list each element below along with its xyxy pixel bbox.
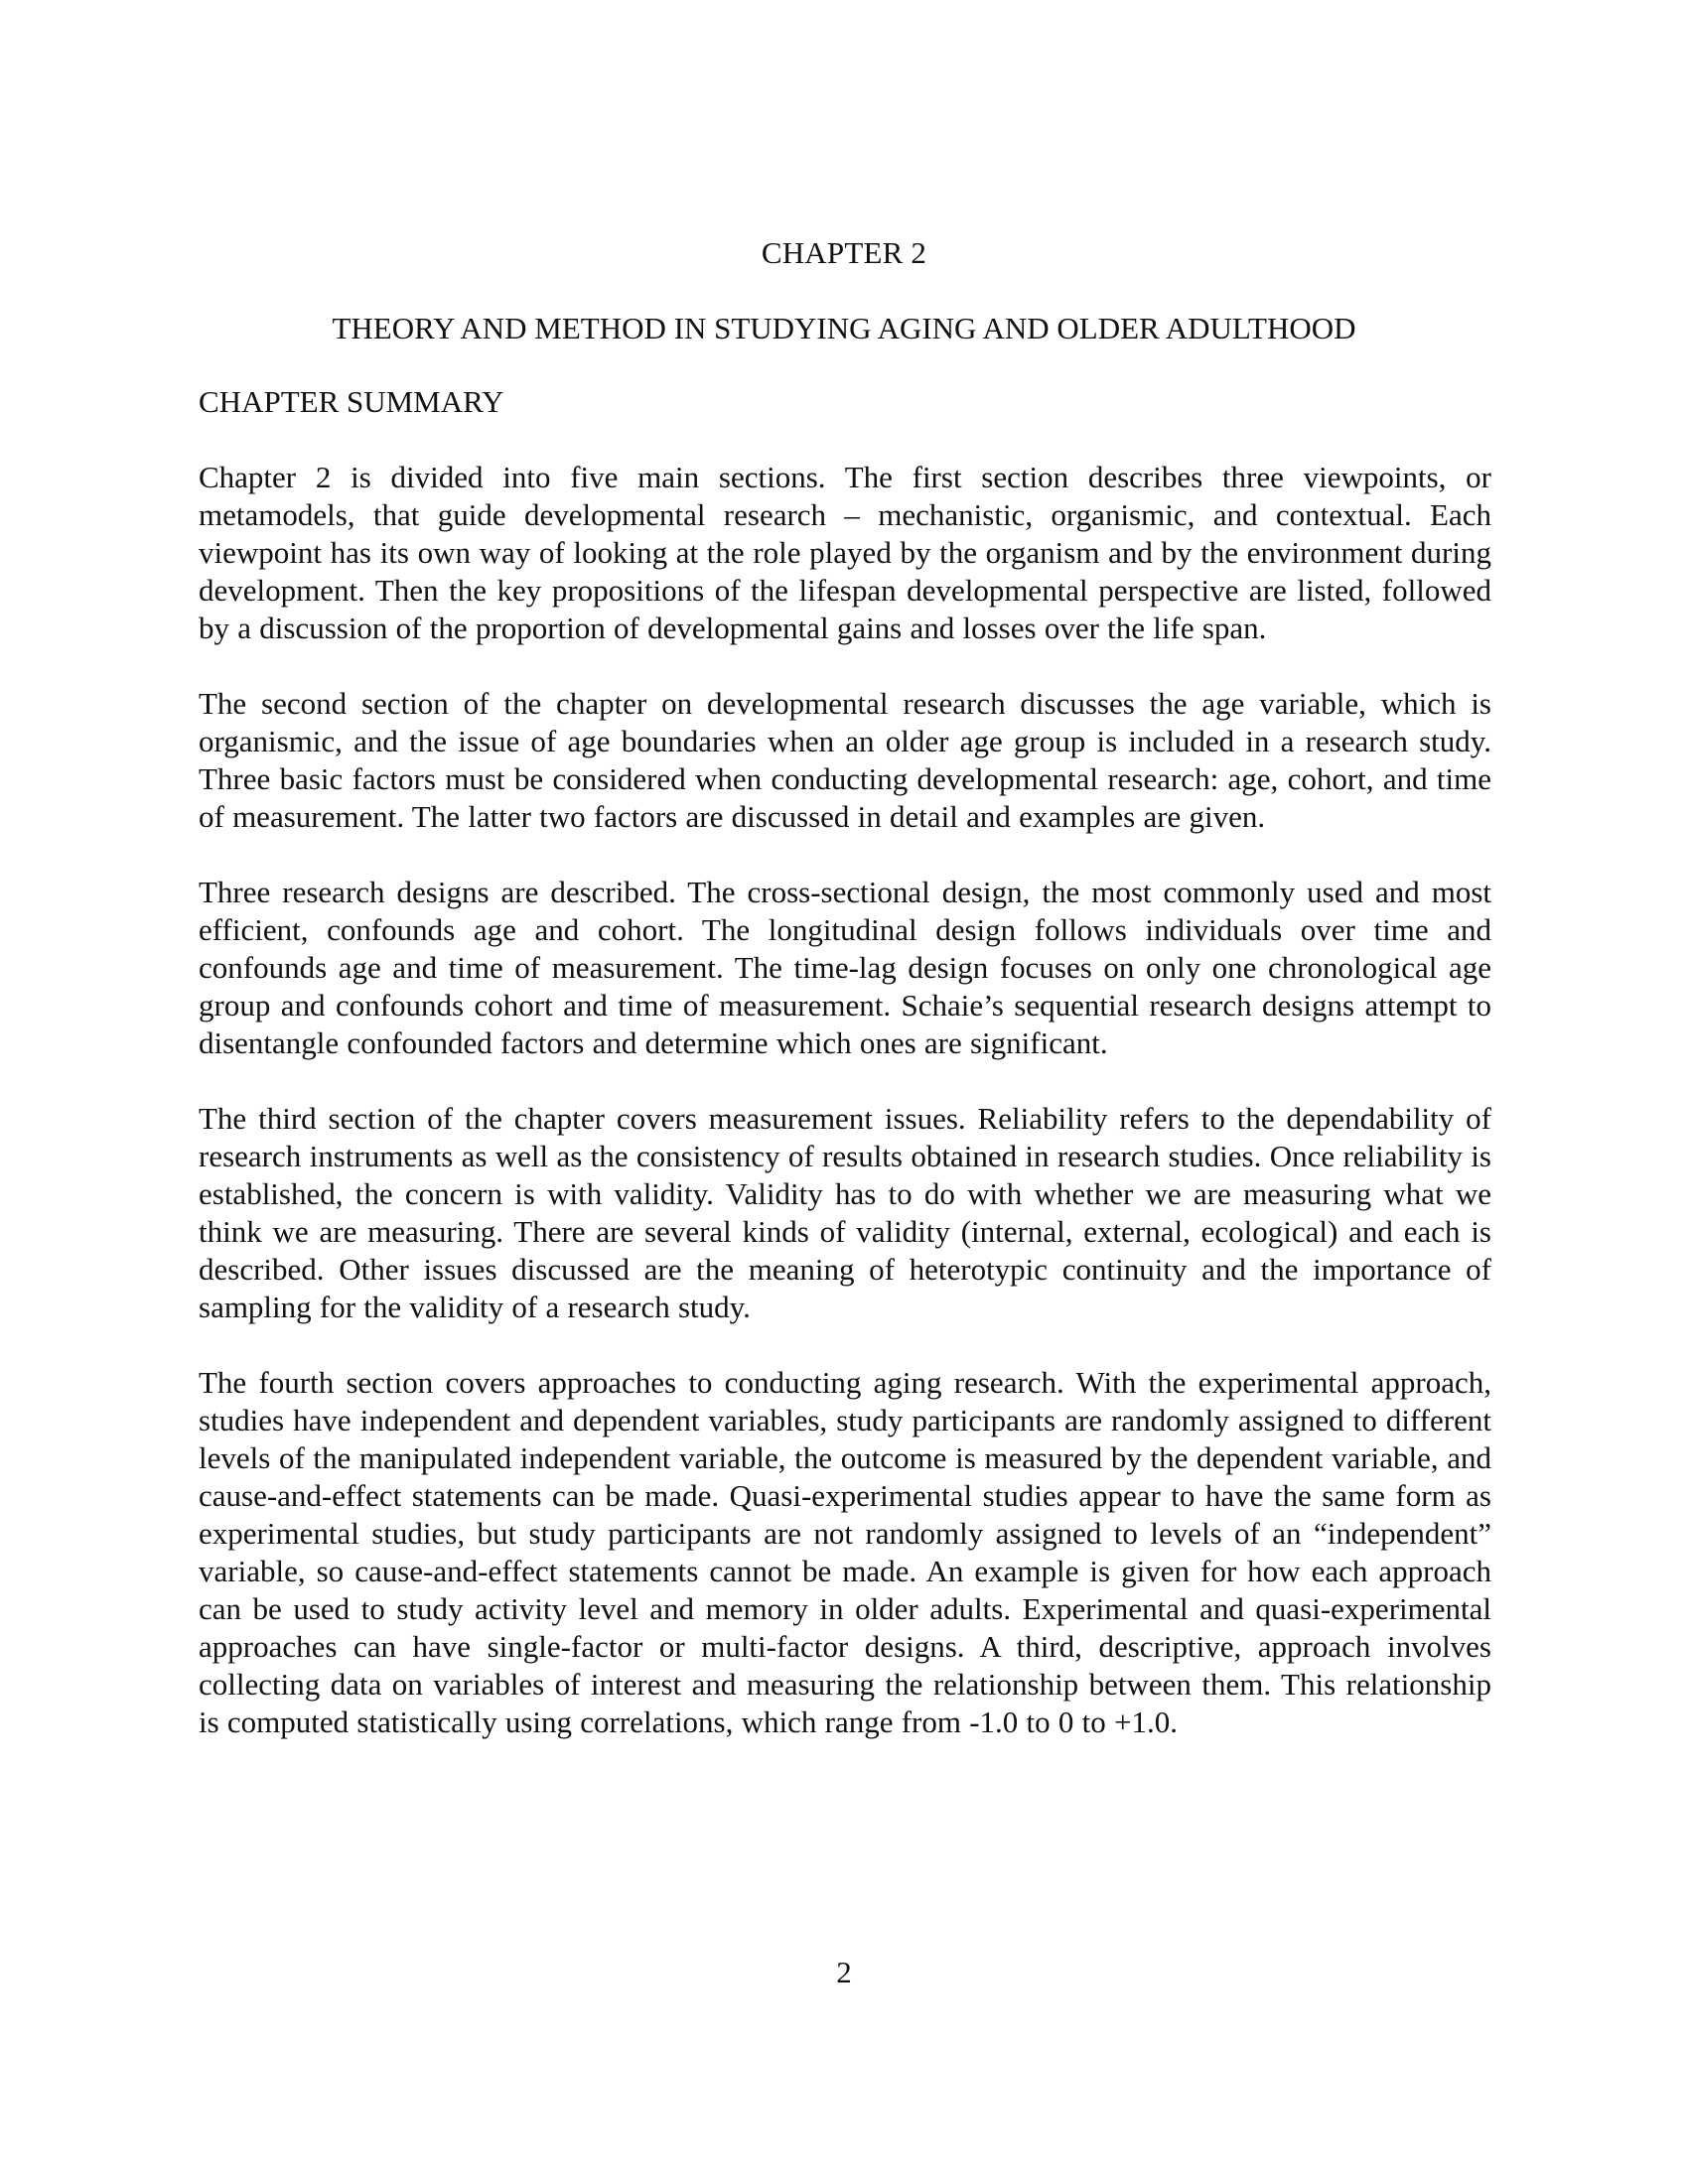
paragraph-research-designs: Three research designs are described. The cross-sectional design, the most commonly used and most efficient, confounds age and cohort. The longitudinal design follows individuals over time and confounds age and time of measurement. The time-lag design focuses on only one chronological age group and confounds cohort and time of measurement. Schaie’s sequential research designs attempt to disentangle confounded factors and determine which ones are significant. — [199, 875, 1491, 1060]
paragraph-measurement-issues: The third section of the chapter covers measurement issues. Reliability refers to the dependability of research instruments as well as the consistency of results obtained in research studies. Once reliability is established, the concern is with validity. Validity has to do with whether we are measuring what we think we are measuring. There are several kinds of validity (internal, external, ecological) and each is described. Other issues discussed are the meaning of heterotypic continuity and the importance of sampling for the validity of a research study. — [199, 1101, 1491, 1324]
chapter-title: THEORY AND METHOD IN STUDYING AGING AND OLDER ADULTHOOD — [332, 311, 1356, 345]
paragraph-overview: Chapter 2 is divided into five main sections. The first section describes three viewpoints, or metamodels, that guide developmental research – mechanistic, organismic, and contextual. Each viewpoint has its own way of looking at the role played by the organism and by the environment during development. Then the key propositions of the lifespan developmental perspective are listed, followed by a discussion of the proportion of developmental gains and losses over the life span. — [199, 460, 1491, 645]
chapter-label: CHAPTER 2 — [761, 235, 927, 270]
chapter-summary-body — [199, 459, 1491, 1779]
summary-heading: CHAPTER SUMMARY — [199, 384, 504, 419]
page-number: 2 — [836, 1955, 852, 1989]
paragraph-age-variable: The second section of the chapter on developmental research discusses the age variable, which is organismic, and the issue of age boundaries when an older age group is included in a research study. Three basic factors must be considered when conducting developmental research: age, cohort, and time of measurement. The latter two factors are discussed in detail and examples are given. — [199, 686, 1491, 834]
paragraph-research-approaches: The fourth section covers approaches to conducting aging research. With the experimental approach, studies have independent and dependent variables, study participants are randomly assigned to different levels of the manipulated independent variable, the outcome is measured by the dependent variable, and cause-and-effect statements can be made. Quasi-experimental studies appear to have the same form as experimental studies, but study participants are not randomly assigned to levels of an “independent” variable, so cause-and-effect statements cannot be made. An example is given for how each approach can be used to study activity level and memory in older adults. Experimental and quasi-experimental approaches can have single-factor or multi-factor designs. A third, descriptive, approach involves collecting data on variables of interest and measuring the relationship between them. This relationship is computed statistically using correlations, which range from -1.0 to 0 to +1.0. — [199, 1365, 1491, 1739]
